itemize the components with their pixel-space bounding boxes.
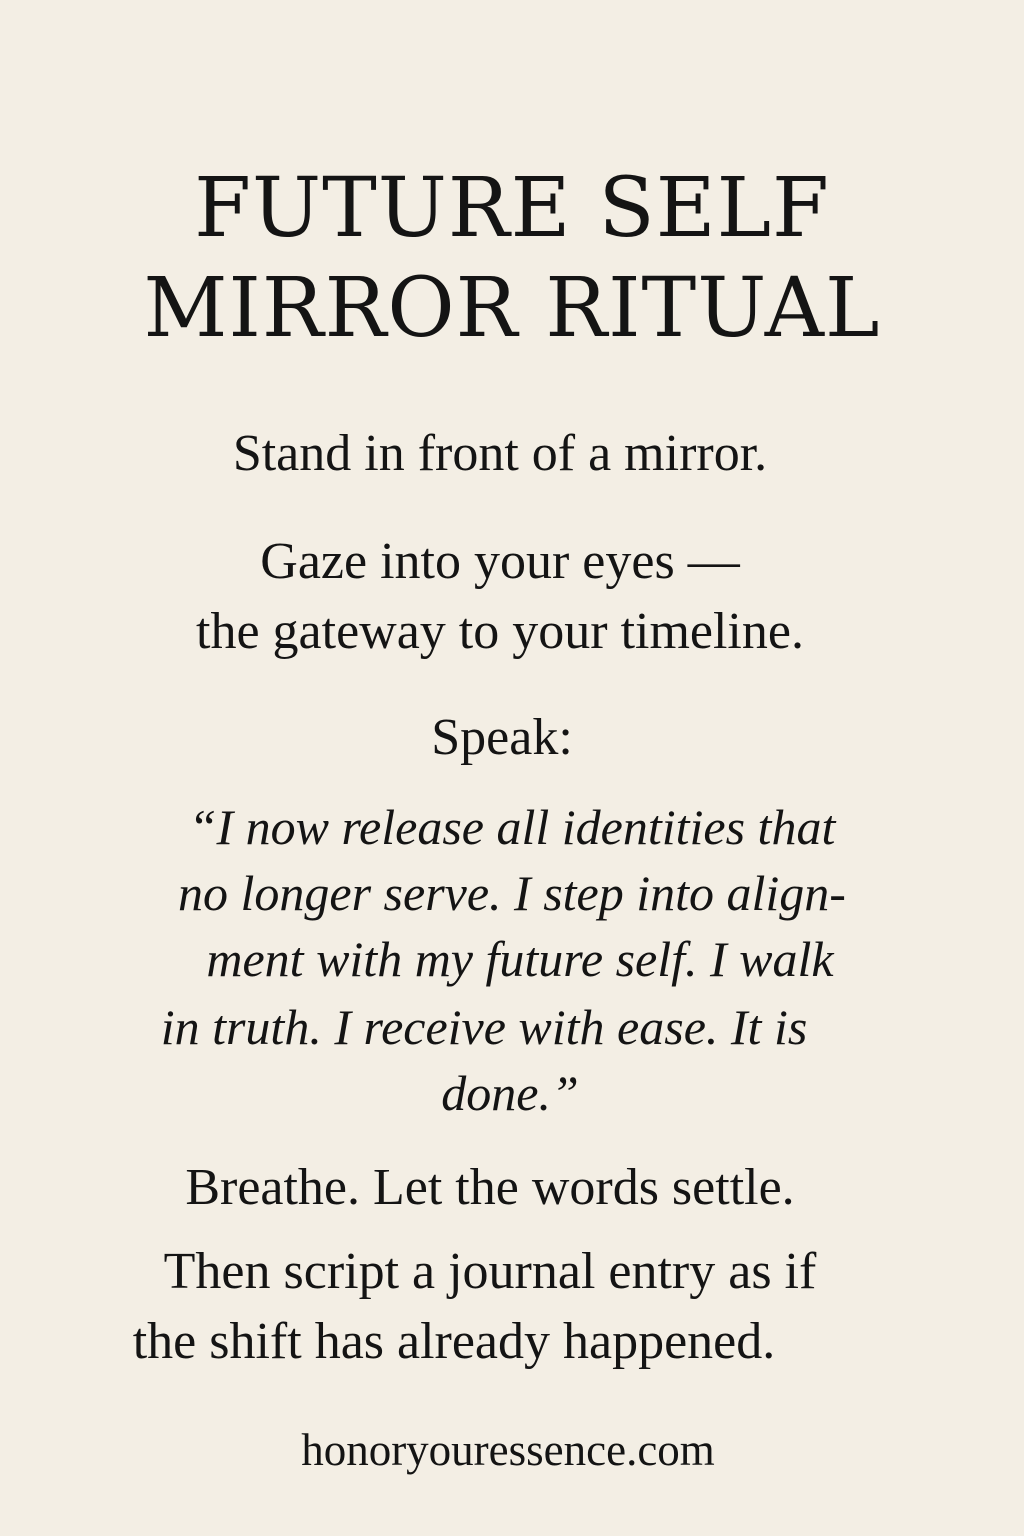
closing-breathe: Breathe. Let the words settle. [185, 1159, 795, 1216]
instruction-speak: Speak: [431, 709, 573, 766]
instruction-stand: Stand in front of a mirror. [232, 425, 768, 482]
instruction-gaze-line-2: the gateway to your timeline. [196, 603, 804, 660]
closing-script-line-2: the shift has already happened. [132, 1313, 776, 1370]
affirmation-line-4: in truth. I receive with ease. It is [160, 999, 808, 1055]
affirmation-line-2: no longer serve. I step into align- [178, 865, 846, 921]
closing-script-line-1: Then script a journal entry as if [163, 1243, 817, 1300]
affirmation-line-5: done.” [441, 1065, 579, 1121]
title-line-2: MIRROR RITUAL [143, 261, 881, 356]
website-url: honoryouressence.com [301, 1425, 715, 1475]
affirmation-line-3: ment with my future self. I walk [206, 931, 834, 987]
affirmation-line-1: “I now release all identities that [188, 799, 836, 855]
instruction-gaze-line-1: Gaze into your eyes — [260, 533, 740, 590]
title-line-1: FUTURE SELF [194, 161, 830, 256]
